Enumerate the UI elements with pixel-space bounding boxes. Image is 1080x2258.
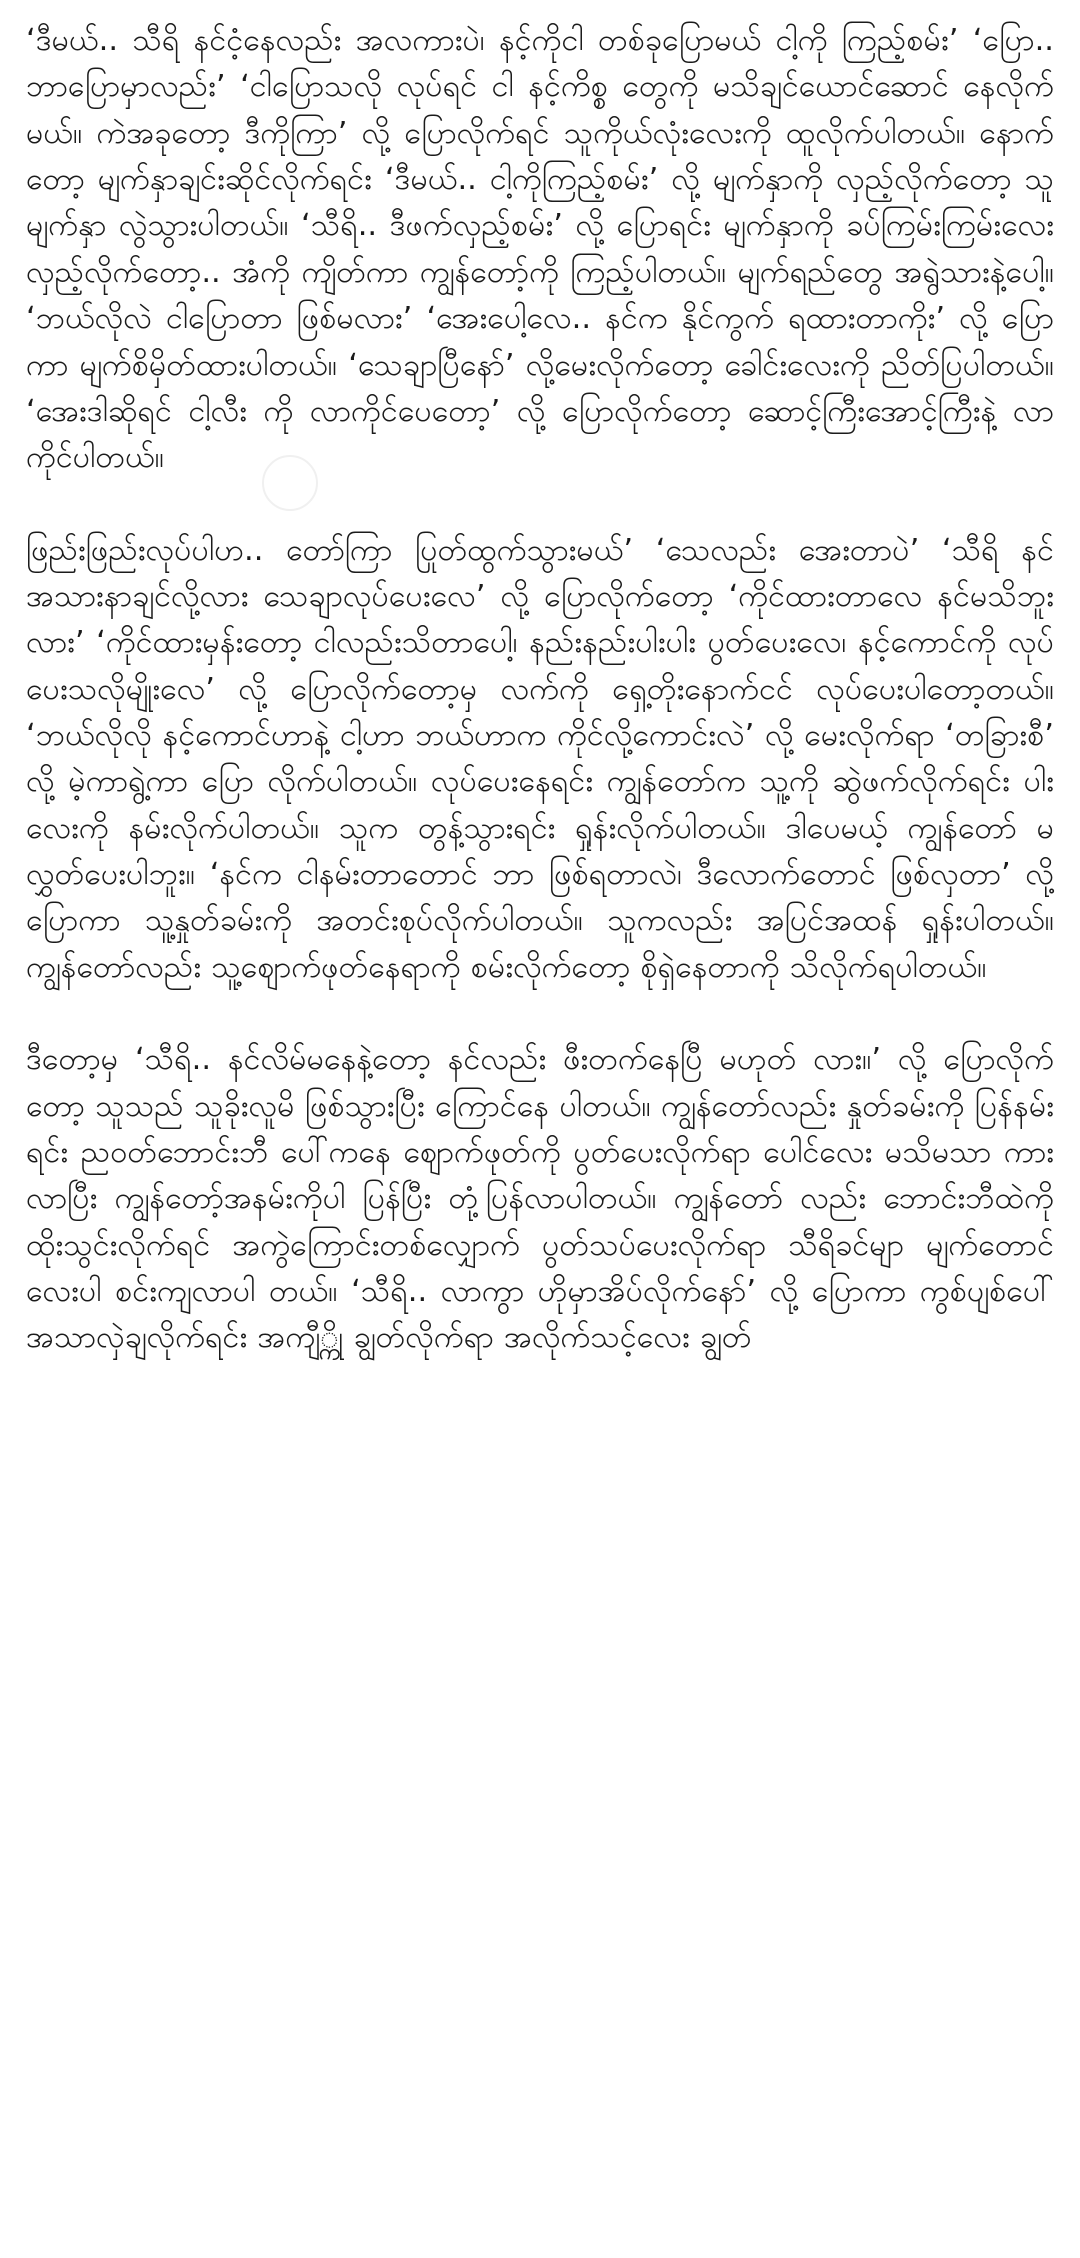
paragraph-3: ဒီတော့မှ ‘သီရိ.. နင်လိမ်မနေနဲ့တော့ နင်လည်း ဖီးတက်နေပြီ မဟုတ် လား။’ လို့ ပြောလိုက်တော့ သူသည် သူခိုးလူမိ ဖြစ်သွားပြီး ကြောင်နေ ပါတယ်။ ကျွန်တော်လည်း နှုတ်ခမ်းကို ပြန်နမ်းရင်း ညဝတ်ဘောင်းဘီ ပေါ်ကနေ ဈောက်ဖုတ်ကို ပွတ်ပေးလိုက်ရာ ပေါင်လေး မသိမသာ ကား လာပြီး ကျွန်တော့်အနမ်းကိုပါ ပြန်ပြီး တုံ့ပြန်လာပါတယ်။ ကျွန်တော် လည်း ဘောင်းဘီထဲကို ထိုးသွင်းလိုက်ရင် အကွဲကြောင်းတစ်လျှောက် ပွတ်သပ်ပေးလိုက်ရာ သီရိခင်မျာ မျက်တောင်လေးပါ စင်းကျလာပါ တယ်။ ‘သီရိ.. လာကွာ ဟိုမှာအိပ်လိုက်နော်’ လို့ ပြောကာ ကွစ်ပျစ်ပေါ် အသာလှဲချလိုက်ရင်း အကျီ္ကို ချွတ်လိုက်ရာ အလိုက်သင့်လေး ချွတ်: [26, 1042, 1054, 1356]
paragraph-1: ‘ဒီမယ်.. သီရိ နင်ငံ့နေလည်း အလကားပဲ၊ နင့်ကိုငါ တစ်ခုပြောမယ် ငါ့ကို ကြည့်စမ်း’ ‘ပြော.. ဘာပြောမှာလည်း’ ‘ငါပြောသလို လုပ်ရင် ငါ နင့်ကိစ္စ တွေကို မသိချင်ယောင်ဆောင် နေလိုက်မယ်။ ကဲအခုတော့ ဒီကိုကြာ’ လို့ ပြောလိုက်ရင် သူကိုယ်လုံးလေးကို ထူလိုက်ပါတယ်။ နောက်တော့ မျက်နှာချင်းဆိုင်လိုက်ရင်း ‘ဒီမယ်.. ငါ့ကိုကြည့်စမ်း’ လို့ မျက်နှာကို လှည့်လိုက်တော့ သူမျက်နှာ လွဲသွားပါတယ်။ ‘သီရိ.. ဒီဖက်လှည့်စမ်း’ လို့ ပြောရင်း မျက်နှာကို ခပ်ကြမ်းကြမ်းလေး လှည့်လိုက်တော့.. အံကို ကျိတ်ကာ ကျွန်တော့်ကို ကြည့်ပါတယ်။ မျက်ရည်တွေ အရွဲသားနဲ့ပေါ့။ ‘ဘယ်လိုလဲ ငါပြောတာ ဖြစ်မလား’ ‘အေးပေါ့လေ.. နင်က နိုင်ကွက် ရထားတာကိုး’ လို့ ပြောကာ မျက်စိမှိတ်ထားပါတယ်။ ‘သေချာပြီနော်’ လို့မေးလိုက်တော့ ခေါင်းလေးကို ညိတ်ပြပါတယ်။ ‘အေးဒါဆိုရင် ငါ့လီး ကို လာကိုင်ပေတော့’ လို့ ပြောလိုက်တော့ ဆောင့်ကြီးအောင့်ကြီးနဲ့ လာ ကိုင်ပါတယ်။: [26, 23, 1054, 476]
paragraph-2: ဖြည်းဖြည်းလုပ်ပါဟ.. တော်ကြာ ပြုတ်ထွက်သွားမယ်’ ‘သေလည်း အေးတာပဲ’ ‘သီရိ နင်အသားနာချင်လို့လား သေချာလုပ်ပေးလေ’ လို့ ပြောလိုက်တော့ ‘ကိုင်ထားတာလေ နင်မသိဘူးလား’ ‘ကိုင်ထားမှန်းတော့ ငါလည်းသိတာပေါ့၊ နည်းနည်းပါးပါး ပွတ်ပေးလေ၊ နင့်ကောင်ကို လုပ် ပေးသလိုမျိုးလေ’ လို့ ပြောလိုက်တော့မှ လက်ကို ရှေ့တိုးနောက်ငင် လုပ်ပေးပါတော့တယ်။ ‘ဘယ်လိုလို နင့်ကောင်ဟာနဲ့ ငါ့ဟာ ဘယ်ဟာက ကိုင်လို့ကောင်းလဲ’ လို့ မေးလိုက်ရာ ‘တခြားစီ’ လို့ မဲ့ကာရွဲ့ကာ ပြော လိုက်ပါတယ်။ လုပ်ပေးနေရင်း ကျွန်တော်က သူ့ကို ဆွဲဖက်လိုက်ရင်း ပါးလေးကို နမ်းလိုက်ပါတယ်။ သူက တွန့်သွားရင်း ရှုန်းလိုက်ပါတယ်။ ဒါပေမယ့် ကျွန်တော် မလွှတ်ပေးပါဘူး။ ‘နင်က ငါနမ်းတာတောင် ဘာ ဖြစ်ရတာလဲ၊ ဒီလောက်တောင် ဖြစ်လှတာ’ လို့ ပြောကာ သူ့နှုတ်ခမ်းကို အတင်းစုပ်လိုက်ပါတယ်။ သူကလည်း အပြင်အထန် ရှုန်းပါတယ်။ ကျွန်တော်လည်း သူ့ဈောက်ဖုတ်နေရာကို စမ်းလိုက်တော့ စိုရှဲနေတာကို သိလိုက်ရပါတယ်။: [26, 532, 1054, 985]
